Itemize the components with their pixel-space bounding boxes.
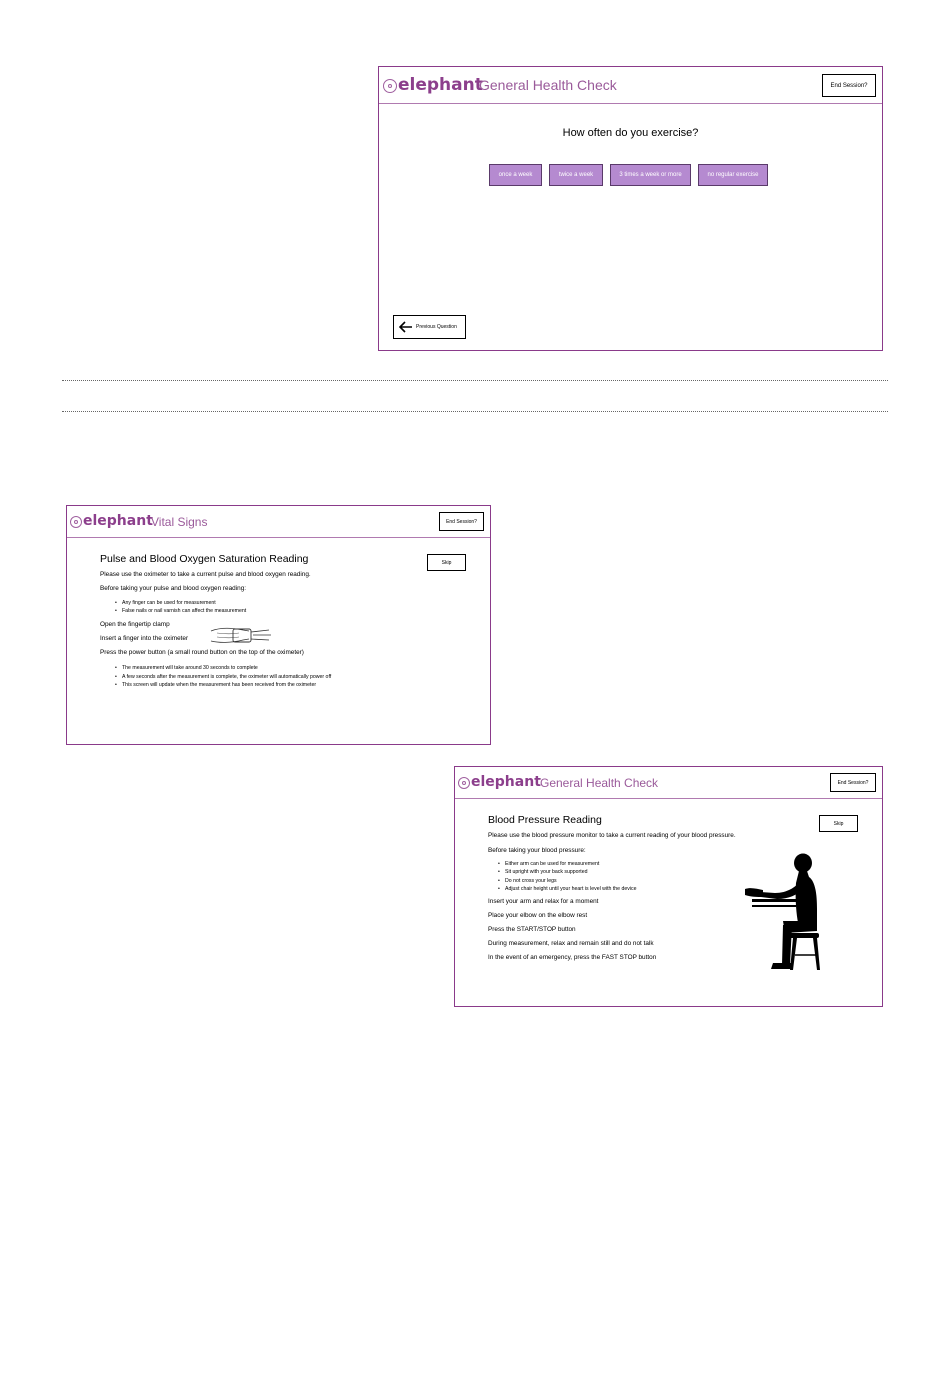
header-title: Vital Signs <box>151 515 208 529</box>
arrow-left-icon <box>399 321 413 333</box>
end-session-button[interactable]: End Session? <box>439 512 484 531</box>
option-three-times-or-more[interactable]: 3 times a week or more <box>610 164 691 186</box>
step-open-clamp: Open the fingertip clamp <box>100 621 170 628</box>
elephant-logo-icon <box>70 516 82 528</box>
app-header <box>455 767 882 799</box>
divider <box>62 380 888 381</box>
option-once-a-week[interactable]: once a week <box>489 164 542 186</box>
list-item: • Either arm can be used for measurement <box>498 860 637 868</box>
list-item: • Sit upright with your back supported <box>498 868 637 876</box>
option-twice-a-week[interactable]: twice a week <box>549 164 603 186</box>
list-item: • Do not cross your legs <box>498 877 637 885</box>
elephant-logo-icon <box>458 777 470 789</box>
question-text: How often do you exercise? <box>562 127 699 139</box>
exercise-question-screen <box>378 66 883 351</box>
after-list <box>115 664 331 690</box>
list-item: • A few seconds after the measurement is complete, the oximeter will automatically power off <box>115 673 331 682</box>
vital-signs-screen <box>66 505 491 745</box>
step-item: During measurement, relax and remain still and do not talk <box>488 940 654 947</box>
intro-text: Please use the oximeter to take a current pulse and blood oxygen reading. <box>100 571 311 578</box>
step-item: Press the START/STOP button <box>488 926 576 933</box>
option-no-regular-exercise[interactable]: no regular exercise <box>698 164 768 186</box>
blood-pressure-screen <box>454 766 883 1007</box>
step-item: Place your elbow on the elbow rest <box>488 912 588 919</box>
brand-name: elephant <box>83 513 153 529</box>
skip-button[interactable]: Skip <box>819 815 858 832</box>
step-power-button: Press the power button (a small round button on the top of the oximeter) <box>100 649 304 656</box>
step-item: In the event of an emergency, press the FAST STOP button <box>488 954 657 961</box>
end-session-button[interactable]: End Session? <box>830 773 876 792</box>
elephant-logo-icon <box>383 79 397 93</box>
header-title: General Health Check <box>479 77 617 93</box>
before-list <box>498 860 637 893</box>
app-header <box>67 506 490 538</box>
skip-button[interactable]: Skip <box>427 554 466 571</box>
app-header <box>379 67 882 104</box>
brand-name: elephant <box>471 774 541 790</box>
step-insert-finger: Insert a finger into the oximeter <box>100 635 189 642</box>
intro-text: Please use the blood pressure monitor to take a current reading of your blood pressure. <box>488 832 736 839</box>
previous-question-button[interactable] <box>393 315 466 339</box>
brand-name: elephant <box>398 75 483 95</box>
divider <box>62 411 888 412</box>
header-title: General Health Check <box>540 776 659 790</box>
step-item: Insert your arm and relax for a moment <box>488 898 599 905</box>
list-item: • Any finger can be used for measurement <box>115 600 246 608</box>
before-text: Before taking your pulse and blood oxygen reading: <box>100 585 247 592</box>
reading-heading: Pulse and Blood Oxygen Saturation Reading <box>100 553 309 565</box>
end-session-button[interactable]: End Session? <box>822 74 876 97</box>
previous-question-label: Previous Question <box>416 324 457 330</box>
oximeter-finger-icon <box>209 621 273 649</box>
list-item: • This screen will update when the measurement has been received from the oximeter <box>115 681 331 690</box>
list-item: • The measurement will take around 30 seconds to complete <box>115 664 331 673</box>
before-list <box>115 600 246 615</box>
before-text: Before taking your blood pressure: <box>488 847 586 854</box>
reading-heading: Blood Pressure Reading <box>488 814 602 826</box>
seated-person-icon <box>743 853 823 973</box>
list-item: • False nails or nail varnish can affect the measurement <box>115 608 246 616</box>
list-item: • Adjust chair height until your heart is level with the device <box>498 885 637 893</box>
